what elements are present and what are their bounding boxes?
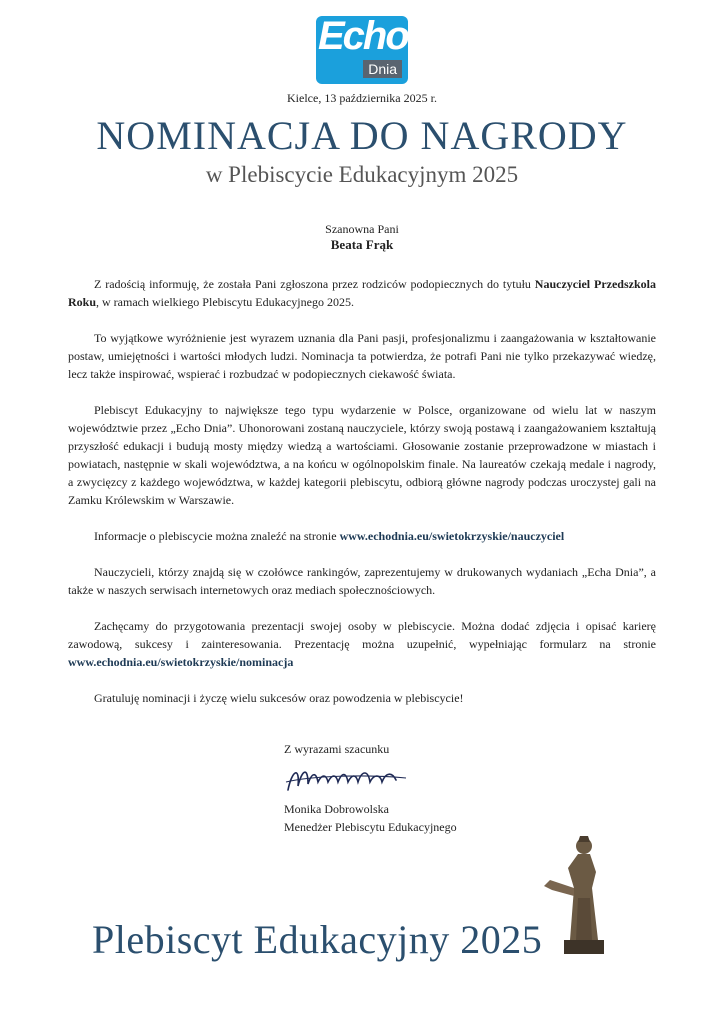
echo-dnia-logo	[316, 16, 408, 84]
paragraph-6-text: Zachęcamy do przygotowania prezentacji swojej osoby w plebiscycie. Można dodać zdjęcia i opisać karierę zawodową, sukcesy i zainteresowania. Prezentację można uzupełnić, wypełniając formularz na stronie	[68, 619, 656, 651]
paragraph-2: To wyjątkowe wyróżnienie jest wyrazem uznania dla Pani pasji, profesjonalizmu i zaangażowania w kształtowanie postaw, umiejętności i wartości młodych ludzi. Nominacja ta potwierdza, że potrafi Pani nie tylko przekazywać wiedzę, lecz także inspirować, wspierać i rozbudzać w podopiecznych ciekawość świata.	[68, 331, 656, 381]
recipient-name: Beata Frąk	[330, 237, 394, 252]
letter-title: NOMINACJA DO NAGRODY	[96, 113, 628, 158]
footer-title: Plebiscyt Edukacyjny 2025	[92, 917, 543, 962]
signer-name: Monika Dobrowolska	[284, 802, 389, 816]
logo-main-text: Echo	[318, 14, 408, 58]
paragraph-7: Gratuluję nominacji i życzę wielu sukcesów oraz powodzenia w plebiscycie!	[94, 691, 464, 705]
handwritten-signature	[282, 760, 412, 796]
letter-body	[68, 275, 656, 725]
paragraph-1	[68, 275, 656, 311]
info-link[interactable]: www.echodnia.eu/swietokrzyskie/nauczyciel	[339, 529, 565, 543]
paragraph-6	[68, 617, 656, 671]
paragraph-1-text: Z radością informuję, że została Pani zgłoszona przez rodziców podopiecznych do tytułu	[94, 277, 535, 291]
paragraph-3: Plebiscyt Edukacyjny to największe tego typu wydarzenie w Polsce, organizowane od wielu lat w naszym województwie przez „Echo Dnia”. Uhonorowani zostaną nauczyciele, którzy swoją postawą i zaangażowaniem kształtują przyszłość edukacji i budują mosty między wiedzą a wartościami. Głosowanie zostanie przeprowadzone w miastach i powiatach, następnie w skali województwa, a na końcu w ogólnopolskim finale. Na laureatów czekają medale i nagrody, a zwycięzcy z każdego województwa, w każdej kategorii plebiscytu, odbiorą główne nagrody podczas uroczystej gali na Zamku Królewskim w Warszawie.	[68, 403, 656, 507]
paragraph-4-text: Informacje o plebiscycie można znaleźć na stronie	[94, 529, 340, 543]
closing-phrase: Z wyrazami szacunku	[284, 742, 390, 756]
logo-sub-text: Dnia	[363, 60, 402, 78]
signer-role: Menedżer Plebiscytu Edukacyjnego	[284, 820, 457, 834]
letter-subtitle: w Plebiscycie Edukacyjnym 2025	[205, 162, 519, 187]
salutation: Szanowna Pani	[325, 222, 399, 236]
award-title: Nauczyciel Przedszkola Roku	[68, 277, 656, 309]
paragraph-5: Nauczycieli, którzy znajdą się w czołówce rankingów, zaprezentujemy w drukowanych wydaniach „Echa Dnia”, a także w naszych serwisach internetowych oraz mediach społecznościowych.	[68, 565, 656, 597]
nomination-link[interactable]: www.echodnia.eu/swietokrzyskie/nominacja	[68, 655, 294, 669]
statuette-image	[534, 828, 624, 958]
place-date: Kielce, 13 października 2025 r.	[287, 91, 437, 105]
paragraph-1-end: , w ramach wielkiego Plebiscytu Edukacyjnego 2025.	[96, 295, 354, 309]
paragraph-4	[68, 527, 656, 545]
